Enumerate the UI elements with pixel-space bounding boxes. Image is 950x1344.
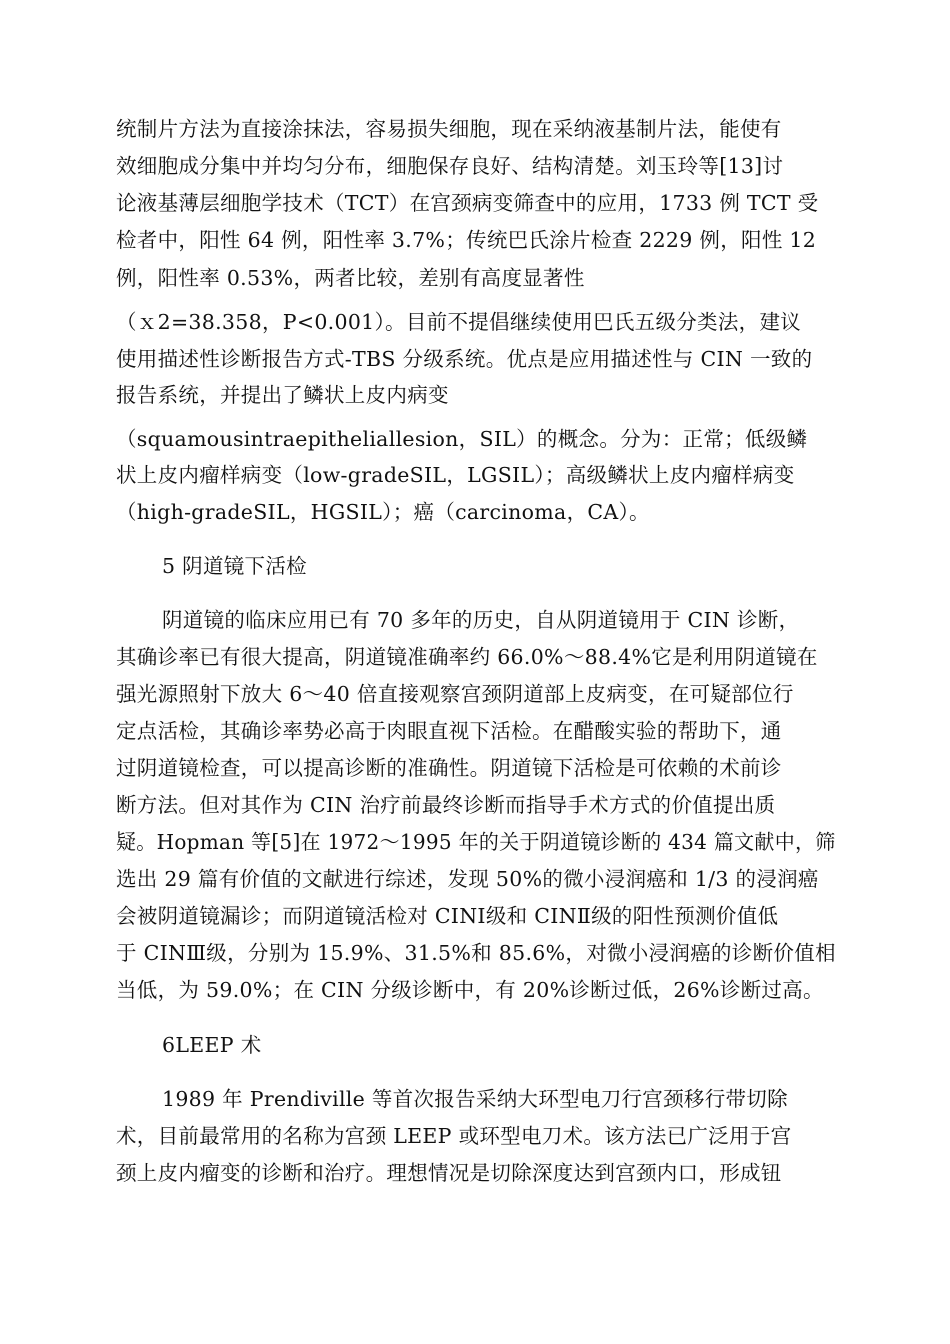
- paragraph-line: 定点活检，其确诊率势必高于肉眼直视下活检。在醋酸实验的帮助下，通: [116, 719, 782, 743]
- paragraph-line: 过阴道镜检查，可以提高诊断的准确性。阴道镜下活检是可依赖的术前诊: [116, 756, 782, 780]
- paragraph-line: 术，目前最常用的名称为宫颈 LEEP 或环型电刀术。该方法已广泛用于宫: [116, 1124, 792, 1148]
- paragraph-line: （squamousintraepitheliallesion，SIL）的概念。分为：正常；低级鳞: [116, 427, 808, 451]
- paragraph-line: 效细胞成分集中并均匀分布，细胞保存良好、结构清楚。刘玉玲等[13]讨: [116, 154, 784, 178]
- paragraph-line: （high-gradeSIL，HGSIL）；癌（carcinoma，CA）。: [116, 500, 650, 524]
- paragraph-line: （ｘ2=38.358，P<0.001）。目前不提倡继续使用巴氏五级分类法，建议: [116, 310, 802, 334]
- paragraph-line: 阴道镜的临床应用已有 70 多年的历史，自从阴道镜用于 CIN 诊断，: [162, 608, 800, 632]
- section-heading: 5 阴道镜下活检: [162, 554, 307, 578]
- paragraph-line: 例，阳性率 0.53%，两者比较，差别有高度显著性: [116, 266, 585, 290]
- paragraph-line: 检者中，阳性 64 例，阳性率 3.7%；传统巴氏涂片检查 2229 例，阳性 12: [116, 228, 817, 252]
- paragraph-line: 统制片方法为直接涂抹法，容易损失细胞，现在采纳液基制片法，能使有: [116, 117, 782, 141]
- paragraph-line: 断方法。但对其作为 CIN 治疗前最终诊断而指导手术方式的价值提出质: [116, 793, 776, 817]
- paragraph-line: 状上皮内瘤样病变（low-gradeSIL，LGSIL）；高级鳞状上皮内瘤样病变: [116, 463, 795, 487]
- paragraph-line: 选出 29 篇有价值的文献进行综述，发现 50%的微小浸润癌和 1/3 的浸润癌: [116, 867, 819, 891]
- paragraph-line: 报告系统，并提出了鳞状上皮内病变: [116, 383, 449, 407]
- paragraph-line: 会被阴道镜漏诊；而阴道镜活检对 CINⅠ级和 CINⅡ级的阳性预测价值低: [116, 904, 779, 928]
- paragraph-line: 于 CINⅢ级，分别为 15.9%、31.5%和 85.6%，对微小浸润癌的诊断价值相: [116, 941, 836, 965]
- paragraph-line: 1989 年 Prendiville 等首次报告采纳大环型电刀行宫颈移行带切除: [162, 1087, 788, 1111]
- section-heading: 6LEEP 术: [162, 1033, 262, 1057]
- paragraph-line: 颈上皮内瘤变的诊断和治疗。理想情况是切除深度达到宫颈内口，形成钮: [116, 1161, 782, 1185]
- paragraph-line: 论液基薄层细胞学技术（TCT）在宫颈病变筛查中的应用，1733 例 TCT 受: [116, 191, 819, 215]
- paragraph-line: 当低，为 59.0%；在 CIN 分级诊断中，有 20%诊断过低，26%诊断过高。: [116, 978, 824, 1002]
- paragraph-line: 使用描述性诊断报告方式-TBS 分级系统。优点是应用描述性与 CIN 一致的: [116, 347, 813, 371]
- paragraph-line: 强光源照射下放大 6～40 倍直接观察宫颈阴道部上皮病变，在可疑部位行: [116, 682, 794, 706]
- paragraph-line: 其确诊率已有很大提高，阴道镜准确率约 66.0%～88.4%它是利用阴道镜在: [116, 645, 818, 669]
- paragraph-line: 疑。Hopman 等[5]在 1972～1995 年的关于阴道镜诊断的 434 篇文献中，筛: [116, 830, 836, 854]
